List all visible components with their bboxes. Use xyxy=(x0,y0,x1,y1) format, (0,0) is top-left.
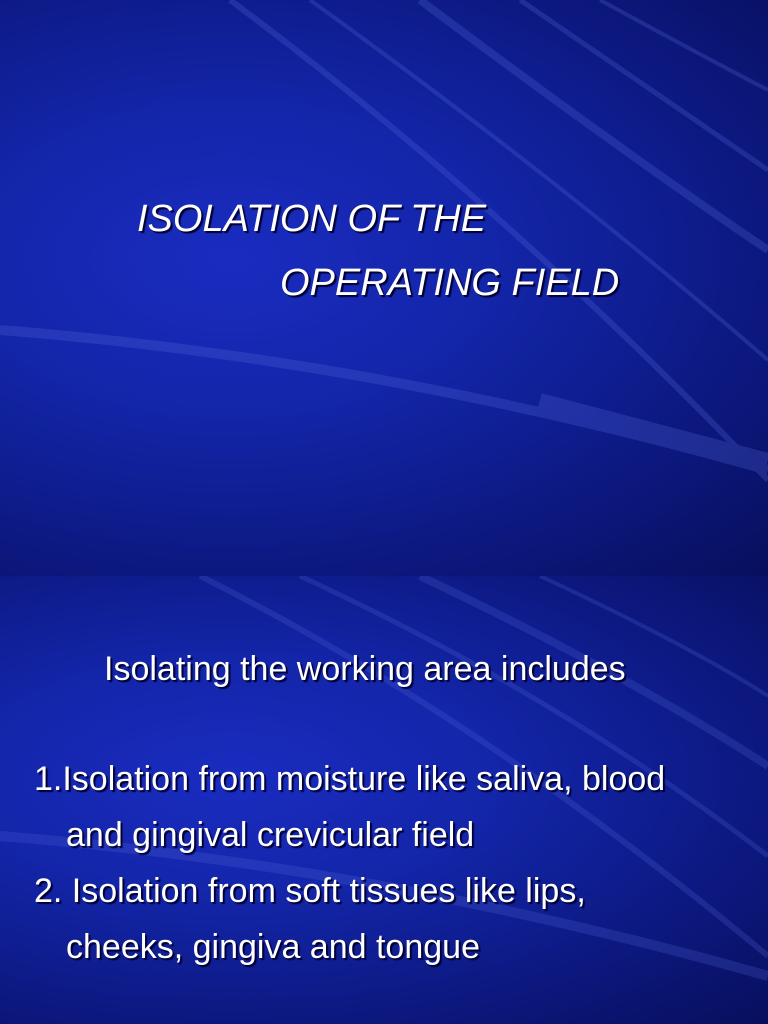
list-item-1-line-1: 1.Isolation from moisture like saliva, blood xyxy=(34,760,666,798)
list-item-2-line-2: cheeks, gingiva and tongue xyxy=(66,928,480,966)
list-item-2-line-1: 2. Isolation from soft tissues like lips, xyxy=(34,872,586,910)
title-line-1: ISOLATION OF THE xyxy=(137,198,487,240)
title-line-2: OPERATING FIELD xyxy=(280,262,620,304)
intro-text: Isolating the working area includes xyxy=(104,650,626,688)
slide-content xyxy=(0,576,768,1024)
list-item-1-line-2: and gingival crevicular field xyxy=(66,816,475,854)
